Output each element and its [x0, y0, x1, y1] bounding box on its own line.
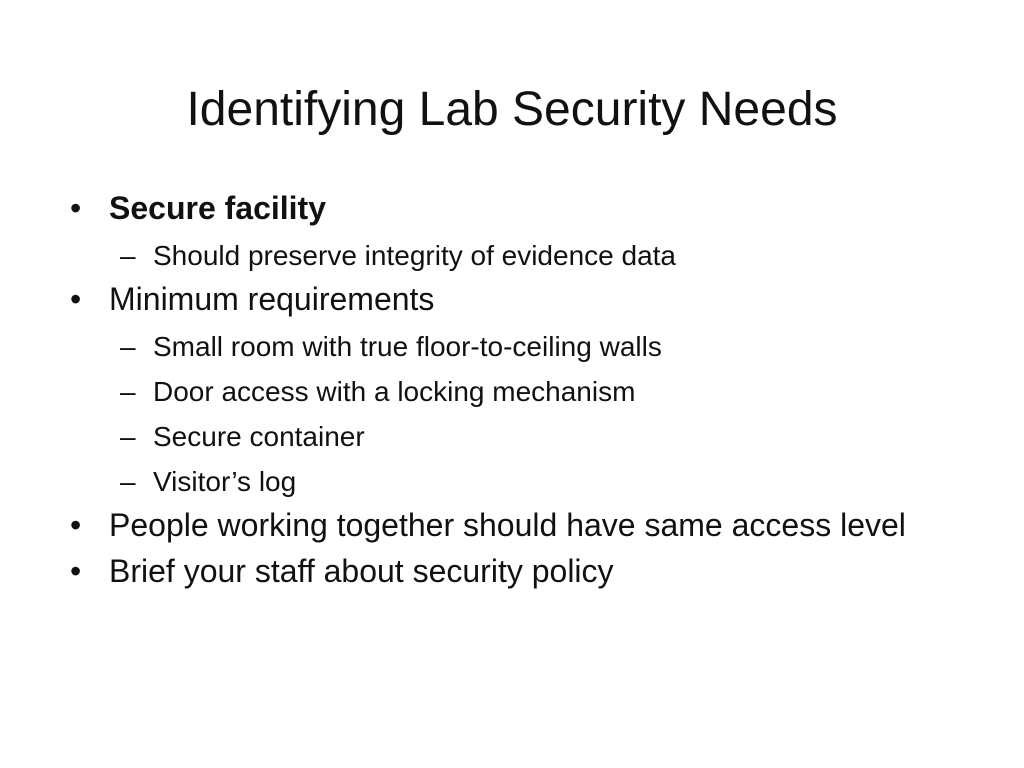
sub-bullet-item [64, 421, 964, 453]
sub-bullet-text: Small room with true floor-to-ceiling walls [153, 331, 662, 362]
bullet-item [64, 281, 964, 318]
bullet-list [64, 190, 964, 590]
dash-marker: – [120, 240, 136, 271]
bullet-text: Brief your staff about security policy [109, 553, 614, 589]
bullet-text: Minimum requirements [109, 281, 435, 317]
sub-bullet-text: Visitor’s log [153, 466, 297, 497]
dash-marker: – [120, 421, 136, 452]
sub-bullet-text: Should preserve integrity of evidence data [153, 240, 676, 271]
bullet-text: Secure facility [109, 190, 326, 226]
bullet-item [64, 507, 964, 544]
sub-bullet-item [64, 240, 964, 272]
sub-bullet-item [64, 376, 964, 408]
dash-marker: – [120, 331, 136, 362]
dash-marker: – [120, 466, 136, 497]
bullet-marker: • [70, 190, 82, 226]
bullet-text: People working together should have same access level [109, 507, 906, 543]
sub-bullet-text: Secure container [153, 421, 365, 452]
bullet-item [64, 553, 964, 590]
bullet-marker: • [70, 553, 82, 589]
sub-bullet-item [64, 466, 964, 498]
bullet-marker: • [70, 281, 82, 317]
sub-bullet-item [64, 331, 964, 363]
dash-marker: – [120, 376, 136, 407]
slide-title: Identifying Lab Security Needs [186, 83, 838, 136]
sub-bullet-text: Door access with a locking mechanism [153, 376, 636, 407]
bullet-item [64, 190, 964, 227]
bullet-marker: • [70, 507, 82, 543]
